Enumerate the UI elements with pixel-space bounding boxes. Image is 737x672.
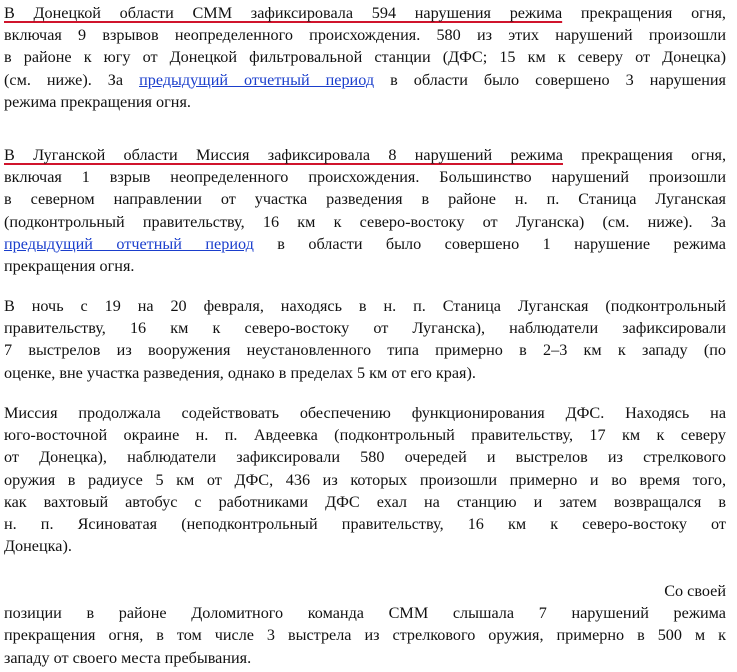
line: 7 выстрелов из вооружения неустановленного типа примерно в 2–3 км к западу (по bbox=[4, 341, 726, 360]
line: включая 1 взрыв неопределенного происхождения. Большинство нарушений произошли bbox=[4, 168, 726, 187]
line bbox=[4, 2, 726, 24]
line: юго-восточной окраине н. п. Авдеевка (подконтрольный правительству, 17 км к северу bbox=[4, 426, 726, 445]
line: оружия в радиусе 5 км от ДФС, 436 из которых произошли примерно и во время того, bbox=[4, 470, 726, 489]
text: в области было совершено 3 нарушения bbox=[374, 70, 726, 89]
line: как вахтовый автобус с работниками ДФС ехал на станцию и затем возвращался в bbox=[4, 492, 726, 511]
previous-period-link[interactable]: предыдущий отчетный период bbox=[4, 234, 254, 253]
line: Со своей bbox=[664, 582, 726, 600]
paragraph-stanytsia bbox=[4, 295, 726, 384]
line: прекращения огня. bbox=[4, 257, 135, 276]
text: прекращения огня, bbox=[562, 4, 726, 22]
line: режима прекращения огня. bbox=[4, 92, 191, 111]
highlighted-phrase: В Луганской области Миссия зафиксировала 8 нарушений режима bbox=[4, 146, 563, 164]
text: (см. ниже). За bbox=[4, 70, 140, 89]
text: в области было совершено 1 нарушение режима bbox=[253, 234, 726, 253]
paragraph-dolomitne bbox=[4, 580, 726, 669]
line: н. п. Ясиноватая (неподконтрольный правительству, 16 км к северо-востоку от bbox=[4, 515, 726, 534]
highlighted-phrase: В Донецкой области СММ зафиксировала 594 нарушения режима bbox=[4, 4, 563, 22]
line: от Донецка), наблюдатели зафиксировали 580 очередей и выстрелов из стрелкового bbox=[4, 448, 726, 467]
paragraph-donetsk bbox=[4, 2, 726, 113]
line: Донецка). bbox=[4, 537, 72, 556]
paragraph-dfs bbox=[4, 402, 726, 557]
line: в районе к югу от Донецкой фильтровальной станции (ДФС; 15 км к северу от Донецка) bbox=[4, 48, 726, 67]
previous-period-link[interactable]: предыдущий отчетный период bbox=[139, 70, 375, 89]
line: в северном направлении от участка разведения в районе н. п. Станица Луганская bbox=[4, 190, 726, 209]
line bbox=[4, 233, 726, 255]
line bbox=[4, 144, 726, 166]
text: прекращения огня, bbox=[562, 146, 726, 164]
line: прекращения огня, в том числе 3 выстрела из стрелкового оружия, примерно в 500 м к bbox=[4, 626, 726, 645]
line: западу от своего места пребывания. bbox=[4, 648, 252, 667]
line: включая 9 взрывов неопределенного происхождения. 580 из этих нарушений произошли bbox=[4, 26, 726, 45]
line: позиции в районе Доломитного команда СММ слышала 7 нарушений режима bbox=[4, 604, 726, 623]
line: В ночь с 19 на 20 февраля, находясь в н. п. Станица Луганская (подконтрольный bbox=[4, 297, 726, 315]
line bbox=[4, 69, 726, 91]
line: оценке, вне участка разведения, однако в пределах 5 км от его края). bbox=[4, 363, 476, 382]
line: (подконтрольный правительству, 16 км к северо-востоку от Луганска) (см. ниже). За bbox=[4, 212, 726, 231]
paragraph-luhansk bbox=[4, 144, 726, 277]
line: Миссия продолжала содействовать обеспечению функционирования ДФС. Находясь на bbox=[4, 404, 726, 422]
line: правительству, 16 км к северо-востоку от Луганска), наблюдатели зафиксировали bbox=[4, 319, 726, 338]
